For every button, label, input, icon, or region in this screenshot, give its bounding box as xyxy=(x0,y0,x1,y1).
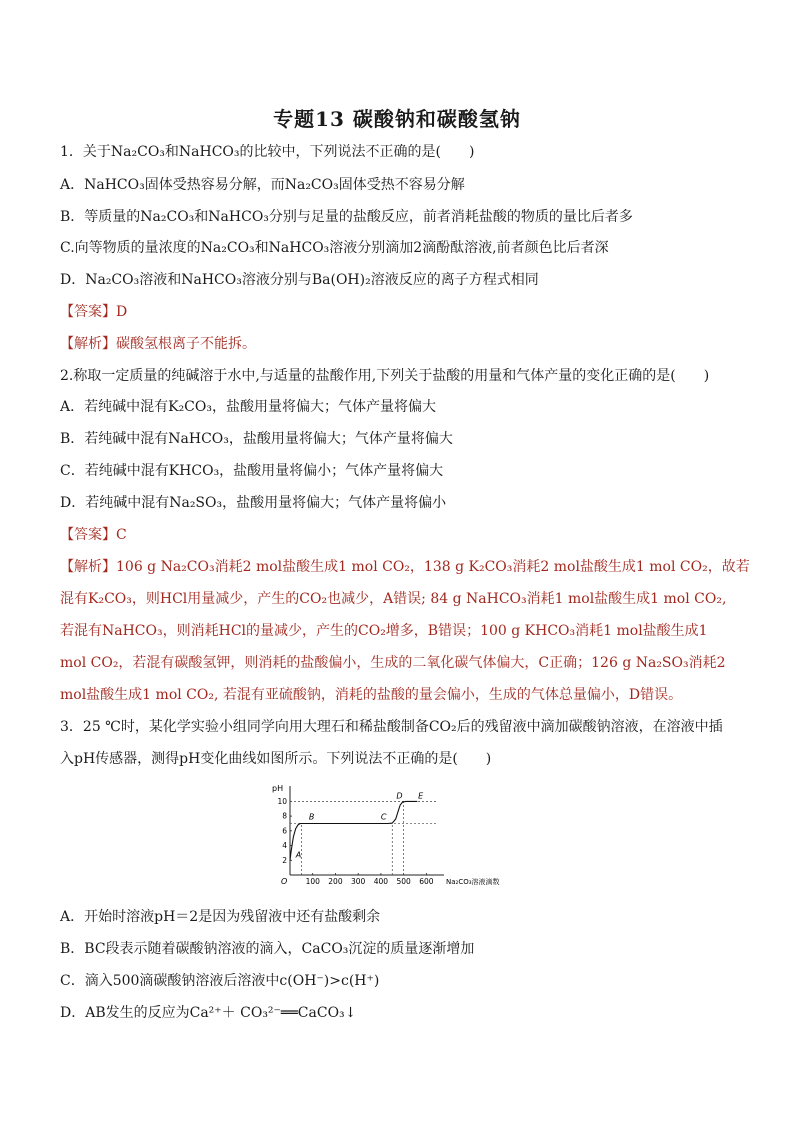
q2-analysis-line-1 xyxy=(60,558,750,576)
x-axis-label: Na₂CO₃溶液滴数 xyxy=(446,878,500,886)
answer-tag: 【答案】 xyxy=(60,304,116,320)
x-tick-label: 200 xyxy=(328,877,343,886)
q2-analysis-line-2: 混有K₂CO₃，则HCl用量减少，产生的CO₂也减少，A错误; 84 g NaHCO₃消耗1 mol盐酸生成1 mol CO₂, xyxy=(60,591,727,607)
q2-analysis-line-4: mol CO₂，若混有碳酸氢钾，则消耗的盐酸偏小，生成的二氧化碳气体偏大，C正确；126 g Na₂SO₃消耗2 xyxy=(60,655,726,671)
q2-analysis-line-3: 若混有NaHCO₃，则消耗HCl的量减少，产生的CO₂增多，B错误；100 g KHCO₃消耗1 mol盐酸生成1 xyxy=(60,623,708,639)
x-tick-label: 300 xyxy=(351,877,366,886)
q1-option-b: B．等质量的Na₂CO₃和NaHCO₃分别与足量的盐酸反应，前者消耗盐酸的物质的量比后者多 xyxy=(60,209,633,225)
q3-stem-line-1: 3．25 ℃时，某化学实验小组同学向用大理石和稀盐酸制备CO₂后的残留液中滴加碳酸钠溶液，在溶液中插 xyxy=(60,719,723,735)
q2-option-c: C．若纯碱中混有KHCO₃，盐酸用量将偏小；气体产量将偏大 xyxy=(60,463,444,479)
point-label: D xyxy=(396,791,403,801)
q1-stem: 1．关于Na₂CO₃和NaHCO₃的比较中，下列说法不正确的是( ) xyxy=(60,144,475,160)
origin-label: O xyxy=(281,877,288,886)
point-label: A xyxy=(295,850,302,860)
q1-analysis xyxy=(60,335,740,353)
q2-stem: 2.称取一定质量的纯碱溶于水中,与适量的盐酸作用,下列关于盐酸的用量和气体产量的变化正确的是( ) xyxy=(60,368,710,384)
x-tick-label: 500 xyxy=(396,877,411,886)
y-tick-label: 4 xyxy=(282,841,287,851)
q2-option-a: A．若纯碱中混有K₂CO₃，盐酸用量将偏大；气体产量将偏大 xyxy=(60,399,436,415)
q3-option-c: C．滴入500滴碳酸钠溶液后溶液中c(OH⁻)>c(H⁺) xyxy=(60,973,380,989)
ph-curve xyxy=(290,801,417,860)
x-tick-label: 100 xyxy=(305,877,320,886)
q2-answer xyxy=(60,526,740,544)
q1-option-c: C.向等物质的量浓度的Na₂CO₃和NaHCO₃溶液分别滴加2滴酚酞溶液,前者颜色比后者深 xyxy=(60,240,609,256)
q1-option-a: A．NaHCO₃固体受热容易分解，而Na₂CO₃固体受热不容易分解 xyxy=(60,177,465,193)
point-label: C xyxy=(380,812,387,822)
q2-option-b: B．若纯碱中混有NaHCO₃，盐酸用量将偏大；气体产量将偏大 xyxy=(60,431,453,447)
q3-stem-line-2: 入pH传感器，测得pH变化曲线如图所示。下列说法不正确的是( ) xyxy=(60,751,492,767)
answer-value: D xyxy=(116,304,128,320)
q1-answer xyxy=(60,303,740,321)
y-tick-label: 10 xyxy=(277,796,287,806)
q3-option-b: B．BC段表示随着碳酸钠溶液的滴入，CaCO₃沉淀的质量逐渐增加 xyxy=(60,941,475,957)
analysis-tag: 【解析】 xyxy=(60,336,116,352)
q2-option-d: D．若纯碱中混有Na₂SO₃，盐酸用量将偏大；气体产量将偏小 xyxy=(60,495,447,511)
y-axis-label: pH xyxy=(272,784,284,793)
page-title: 专题13 碳酸钠和碳酸氢钠 xyxy=(273,107,521,131)
ph-curve-chart xyxy=(260,780,540,892)
y-tick-label: 2 xyxy=(282,855,287,865)
analysis-text: 碳酸氢根离子不能拆。 xyxy=(116,336,256,352)
q3-option-d: D．AB发生的反应为Ca²⁺＋ CO₃²⁻══CaCO₃↓ xyxy=(60,1005,357,1021)
analysis-text: 106 g Na₂CO₃消耗2 mol盐酸生成1 mol CO₂，138 g K₂CO₃消耗2 mol盐酸生成1 mol CO₂，故若 xyxy=(116,559,750,575)
x-tick-label: 600 xyxy=(419,877,434,886)
point-label: B xyxy=(308,812,315,822)
y-tick-label: 6 xyxy=(282,826,287,836)
answer-tag: 【答案】 xyxy=(60,527,116,543)
y-tick-label: 8 xyxy=(282,811,287,821)
x-tick-label: 400 xyxy=(373,877,389,886)
q1-option-d: D．Na₂CO₃溶液和NaHCO₃溶液分别与Ba(OH)₂溶液反应的离子方程式相同 xyxy=(60,272,539,288)
point-label: E xyxy=(418,791,424,801)
answer-value: C xyxy=(116,527,127,543)
q3-option-a: A．开始时溶液pH＝2是因为残留液中还有盐酸剩余 xyxy=(60,909,381,925)
analysis-tag: 【解析】 xyxy=(60,559,116,575)
q2-analysis-line-5: mol盐酸生成1 mol CO₂, 若混有亚硫酸钠，消耗的盐酸的量会偏小，生成的气体总量偏小，D错误。 xyxy=(60,687,683,703)
